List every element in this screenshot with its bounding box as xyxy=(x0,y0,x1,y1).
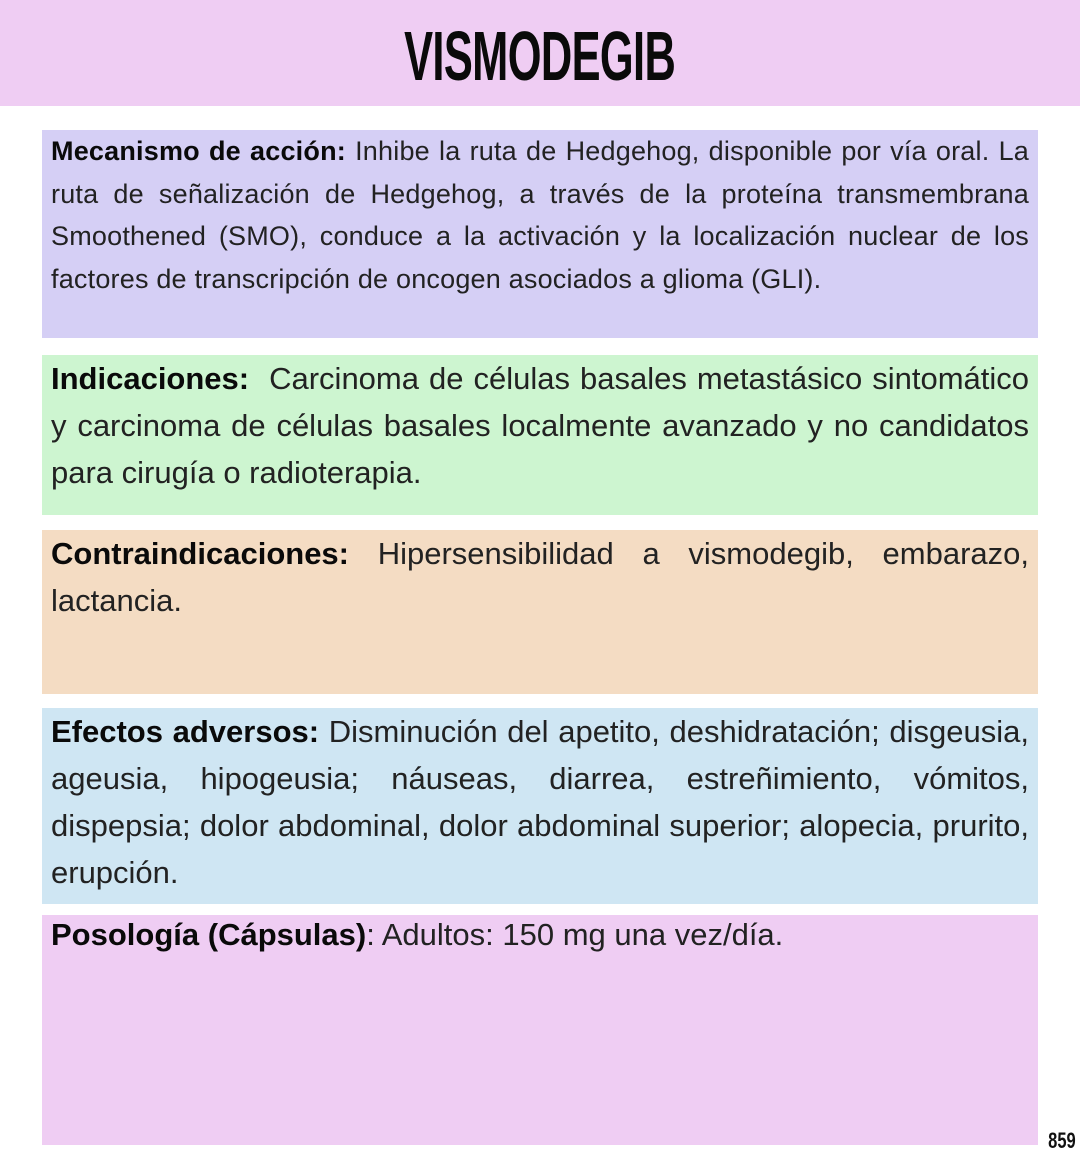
section-body xyxy=(51,355,1038,496)
section-body xyxy=(51,530,1029,624)
section-text: Inhibe la ruta de Hedgehog, disponible por vía oral. La ruta de señalización de Hedgehog, a través de la proteína transmembrana Smoothened (SMO), conduce a la activación y la localización nuclear de los factores de transcripción de oncogen asociados a glioma (GLI). xyxy=(51,136,1029,294)
section-efectos-adversos xyxy=(42,708,1038,904)
section-body xyxy=(51,915,1029,955)
section-text: Carcinoma de células basales metastásico sintomático y carcinoma de células basales localmente avanzado y no candidatos para cirugía o radioterapia. xyxy=(51,361,1038,490)
section-label: Contraindicaciones: xyxy=(51,536,349,571)
page-header xyxy=(0,0,1080,106)
section-mecanismo-de-accion xyxy=(42,130,1038,338)
section-body xyxy=(51,708,1029,896)
section-label: Indicaciones: xyxy=(51,361,250,396)
section-label: Mecanismo de acción: xyxy=(51,136,346,166)
section-text: Hipersensibilidad a vismodegib, embarazo, lactancia. xyxy=(51,536,1029,618)
section-text: : Adultos: 150 mg una vez/día. xyxy=(366,917,784,952)
section-body xyxy=(51,130,1029,300)
section-label: Posología (Cápsulas) xyxy=(51,917,367,952)
section-posologia xyxy=(42,915,1038,1145)
section-contraindicaciones xyxy=(42,530,1038,694)
section-text: Disminución del apetito, deshidratación; disgeusia, ageusia, hipogeusia; náuseas, diarrea, estreñimiento, vómitos, dispepsia; dolor abdominal, dolor abdominal superior; alopecia, prurito, erupción. xyxy=(51,714,1030,890)
drug-title: VISMODEGIB xyxy=(404,17,676,95)
page-number: 859 xyxy=(1048,1128,1076,1153)
section-indicaciones xyxy=(42,355,1038,515)
section-label: Efectos adversos: xyxy=(51,714,320,749)
